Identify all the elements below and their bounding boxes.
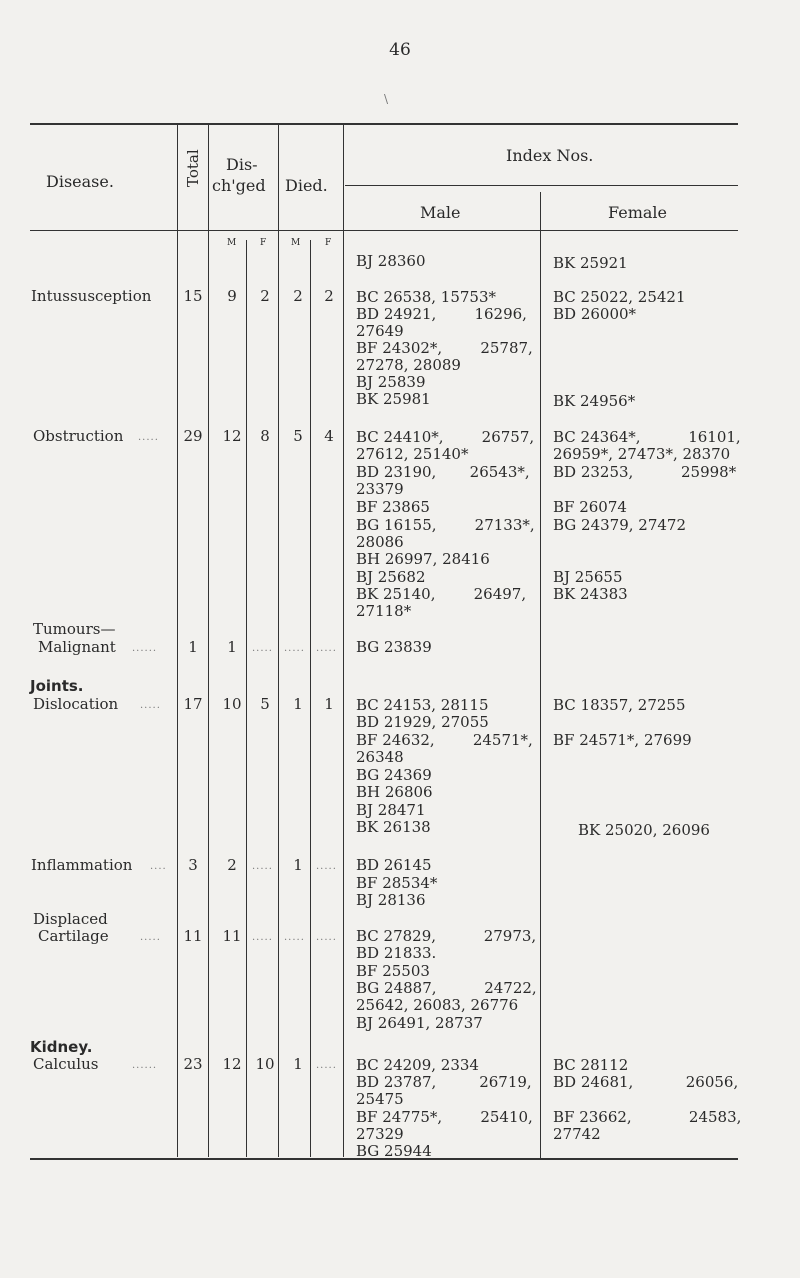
male-index: BJ 26491, 28737 [356,1014,483,1032]
male-index: BF 25503 [356,962,430,980]
male-index: BJ 28471 [356,801,426,819]
discharged-male: 10 [222,695,242,713]
male-index: 26348 [356,748,404,766]
female-index: BC 18357, 27255 [553,696,686,714]
male-index: 25475 [356,1090,404,1108]
male-index: BH 26997, 28416 [356,550,490,568]
male-index: BG 24887, 24722, [356,979,537,997]
male-index: 25642, 26083, 26776 [356,996,519,1014]
header-discharged-line1: Dis- [226,155,258,174]
header-discharged-line2: ch'ged [212,176,266,195]
female-index: BG 24379, 27472 [553,516,687,534]
female-index: 26959*, 27473*, 28370 [553,445,731,463]
male-index: BJ 28360 [356,252,426,270]
male-index: 28086 [356,533,404,551]
male-index: BC 26538, 15753* [356,288,497,306]
col-divider-died [343,125,344,1157]
header-died: Died. [285,176,328,195]
male-index: BD 26145 [356,856,432,874]
male-index: BD 23787, 26719, [356,1073,532,1091]
male-index: BC 24209, 2334 [356,1056,479,1074]
male-index: BF 24632, 24571*, [356,731,533,749]
total-count: 11 [183,927,203,945]
empty-dots: ..... [316,643,337,654]
page-number: 46 [389,40,411,60]
empty-dots: ..... [252,861,273,872]
empty-dots: ..... [284,643,305,654]
empty-dots: ..... [252,932,273,943]
discharged-male: 12 [222,427,242,445]
male-index: BK 25140, 26497, [356,585,527,603]
discharged-male: 11 [222,927,242,945]
header-bottom-rule [30,230,738,231]
male-index: 27118* [356,602,412,620]
discharged-female: 10 [255,1055,275,1073]
leader-dots: .... [150,861,167,872]
male-index: BD 21833. [356,944,437,962]
male-index: BF 24302*, 25787, [356,339,533,357]
male-index: BF 28534* [356,874,438,892]
discharged-male: 12 [222,1055,242,1073]
leader-dots: ...... [132,1060,158,1071]
male-index: BF 23865 [356,498,430,516]
female-index: BF 26074 [553,498,627,516]
male-index: 27278, 28089 [356,356,461,374]
male-index: BG 16155, 27133*, [356,516,535,534]
female-index: BK 25921 [553,254,628,272]
female-index: BD 24681, 26056, [553,1073,739,1091]
male-index: BK 25981 [356,390,431,408]
top-rule [30,123,738,125]
died-female: 2 [324,287,334,305]
female-index: BK 24956* [553,392,636,410]
subheader-died-f: F [325,238,332,248]
discharged-female: 2 [260,287,270,305]
index-header-rule [345,185,738,186]
female-index: BC 25022, 25421 [553,288,686,306]
female-index: BF 24571*, 27699 [553,731,692,749]
col-divider-male-female [540,192,541,1158]
leader-dots: ...... [132,643,158,654]
died-male: 1 [293,1055,303,1073]
disease-name: Inflammation [31,856,133,874]
male-index: 27329 [356,1125,404,1143]
disease-group-label: Displaced [33,910,108,928]
died-male: 1 [293,856,303,874]
empty-dots: ..... [252,643,273,654]
col-divider-discharged [278,125,279,1157]
male-index: BD 24921, 16296, [356,305,527,323]
male-index: BJ 28136 [356,891,426,909]
female-index: BC 28112 [553,1056,629,1074]
female-index: BD 23253, 25998* [553,463,737,481]
male-index: 23379 [356,480,404,498]
male-index: BJ 25839 [356,373,426,391]
male-index: BH 26806 [356,783,433,801]
died-female: 1 [324,695,334,713]
died-male: 2 [293,287,303,305]
disease-name: Calculus [33,1055,99,1073]
empty-dots: ..... [316,932,337,943]
total-count: 3 [188,856,198,874]
col-divider-total [208,125,209,1157]
female-index: BK 25020, 26096 [578,821,710,839]
subheader-discharged-m: M [227,238,237,248]
male-index: BC 24410*, 26757, [356,428,535,446]
total-count: 23 [183,1055,203,1073]
male-index: BK 26138 [356,818,431,836]
male-index: BC 24153, 28115 [356,696,489,714]
disease-name: Malignant [38,638,116,656]
disease-name: Dislocation [33,695,119,713]
male-index: BG 23839 [356,638,432,656]
total-count: 17 [183,695,203,713]
total-count: 29 [183,427,203,445]
disease-name: Cartilage [38,927,109,945]
male-index: BD 21929, 27055 [356,713,489,731]
total-count: 1 [188,638,198,656]
header-female: Female [608,203,667,222]
header-index-nos: Index Nos. [506,146,594,165]
male-index: BC 27829, 27973, [356,927,537,945]
disease-group-label: Tumours— [33,620,116,638]
female-index: BJ 25655 [553,568,623,586]
female-index: 27742 [553,1125,601,1143]
male-index: 27612, 25140* [356,445,469,463]
discharged-male: 9 [227,287,237,305]
male-index: 27649 [356,322,404,340]
total-count: 15 [183,287,203,305]
leader-dots: ..... [140,700,161,711]
header-male: Male [420,203,461,222]
died-female: 4 [324,427,334,445]
header-disease: Disease. [46,172,114,191]
discharged-female: 8 [260,427,270,445]
empty-dots: ..... [316,1060,337,1071]
discharged-female: 5 [260,695,270,713]
female-index: BK 24383 [553,585,628,603]
male-index: BG 25944 [356,1142,432,1160]
female-index: BD 26000* [553,305,637,323]
male-index: BF 24775*, 25410, [356,1108,533,1126]
female-index: BC 24364*, 16101, [553,428,741,446]
died-male: 5 [293,427,303,445]
empty-dots: ..... [284,932,305,943]
leader-dots: ..... [138,432,159,443]
male-index: BG 24369 [356,766,432,784]
discharged-male: 1 [227,638,237,656]
discharged-male: 2 [227,856,237,874]
header-total: Total [184,149,202,187]
male-index: BJ 25682 [356,568,426,586]
disease-name: Obstruction [33,427,124,445]
died-male: 1 [293,695,303,713]
empty-dots: ..... [316,861,337,872]
male-index: BD 23190, 26543*, [356,463,530,481]
leader-dots: ..... [140,932,161,943]
section-heading: Joints. [30,677,84,695]
subheader-discharged-f: F [260,238,267,248]
disease-name: Intussusception [31,287,152,305]
stray-mark: \ [384,92,389,106]
female-index: BF 23662, 24583, [553,1108,742,1126]
section-heading: Kidney. [30,1038,93,1056]
subheader-died-m: M [291,238,301,248]
